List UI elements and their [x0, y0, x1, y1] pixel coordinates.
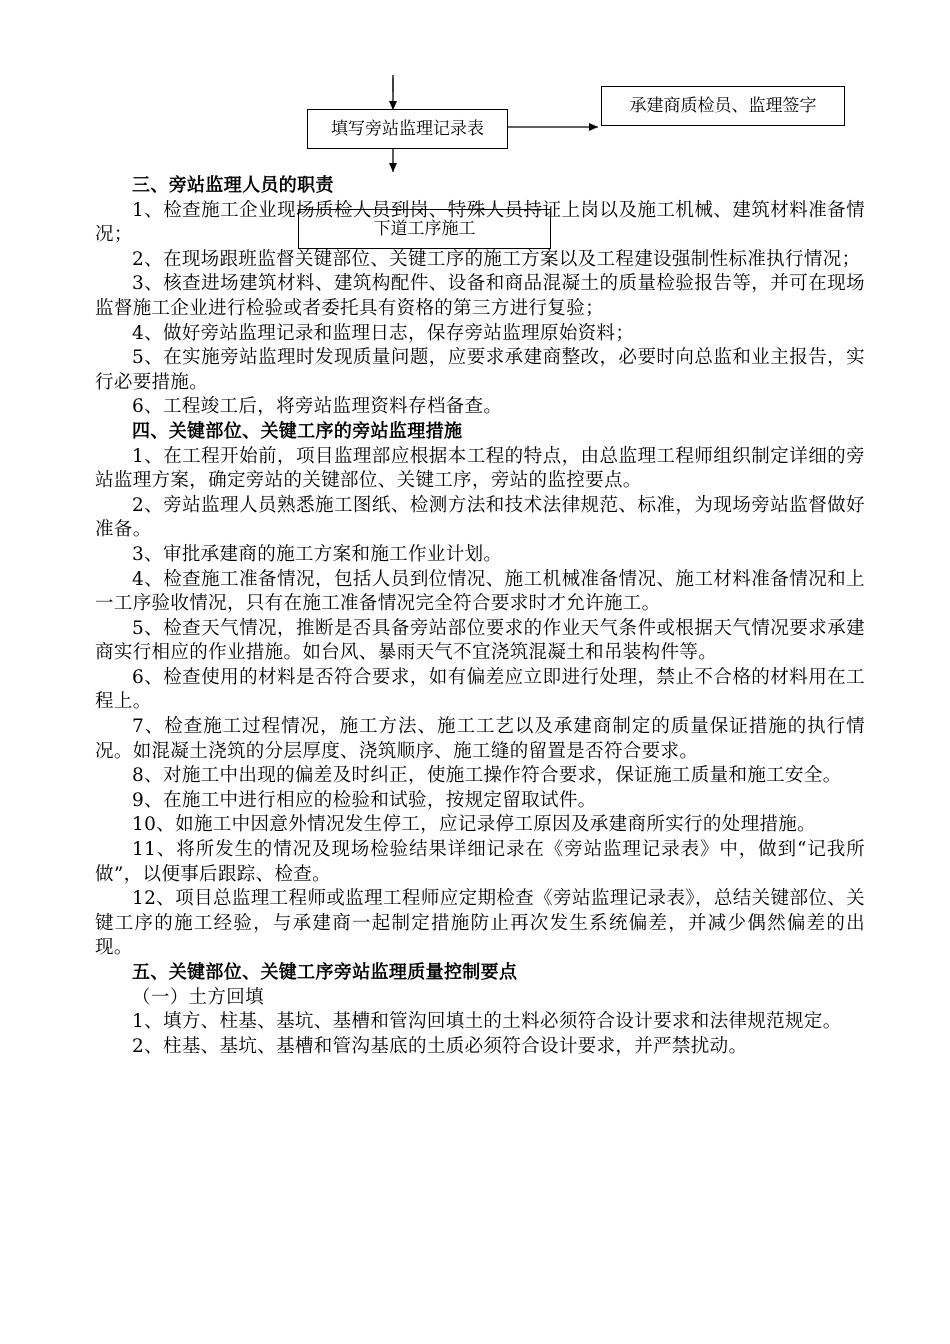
flow-box-sign [601, 86, 845, 126]
flow-box-next-step-label: 下道工序施工 [373, 218, 476, 239]
section-heading: 五、关键部位、关键工序旁站监理质量控制要点 [132, 962, 518, 983]
paragraph: 10、如施工中因意外情况发生停工，应记录停工原因及承建商所实行的处理措施。 [132, 814, 816, 836]
paragraph: 2、在现场跟班监督关键部位、关键工序的施工方案以及工程建设强制性标准执行情况； [132, 248, 861, 270]
document-body [95, 174, 865, 1059]
paragraph: 8、对施工中出现的偏差及时纠正，使施工操作符合要求，保证施工质量和施工安全。 [132, 765, 842, 787]
paragraph: 1、检查施工企业现场质检人员到岗、特殊人员持证上岗以及施工机械、建筑材料准备情况； [95, 199, 865, 246]
paragraph: 6、检查使用的材料是否符合要求，如有偏差应立即进行处理，禁止不合格的材料用在工程上。 [95, 666, 865, 713]
paragraph: 2、柱基、基坑、基槽和管沟基底的土质必须符合设计要求，并严禁扰动。 [132, 1035, 748, 1057]
paragraph: 4、检查施工准备情况，包括人员到位情况、施工机械准备情况、施工材料准备情况和上一工序验收情况，只有在施工准备情况完全符合要求时才允许施工。 [95, 568, 865, 615]
flow-box-sign-label: 承建商质检员、监理签字 [629, 95, 817, 116]
paragraph: 1、在工程开始前，项目监理部应根据本工程的特点，由总监理工程师组织制定详细的旁站监理方案，确定旁站的关键部位、关键工序，旁站的监控要点。 [95, 445, 865, 492]
paragraph: 5、检查天气情况，推断是否具备旁站部位要求的作业天气条件或根据天气情况要求承建商实行相应的作业措施。如台风、暴雨天气不宜浇筑混凝土和吊装构件等。 [95, 617, 865, 664]
flow-box-next-step [298, 209, 551, 249]
section-heading: 四、关键部位、关键工序的旁站监理措施 [132, 420, 463, 442]
flow-box-record-form [307, 109, 508, 149]
paragraph: 12、项目总监理工程师或监理工程师应定期检查《旁站监理记录表》，总结关键部位、关键工序的施工经验，与承建商一起制定措施防止再次发生系统偏差，并减少偶然偏差的出现。 [95, 888, 865, 959]
paragraph: 9、在施工中进行相应的检验和试验，按规定留取试件。 [132, 789, 597, 811]
subsection-heading: （一）土方回填 [132, 986, 264, 1008]
section-heading: 三、旁站监理人员的职责 [132, 175, 334, 196]
paragraph: 3、核查进场建筑材料、建筑构配件、设备和商品混凝土的质量检验报告等，并可在现场监督施工企业进行检验或者委托具有资格的第三方进行复验； [95, 273, 865, 319]
paragraph: 1、填方、柱基、基坑、基槽和管沟回填土的土料必须符合设计要求和法律规范规定。 [132, 1011, 842, 1033]
paragraph: 6、工程竣工后，将旁站监理资料存档备查。 [132, 396, 503, 418]
paragraph: 5、在实施旁站监理时发现质量问题，应要求承建商整改，必要时向总监和业主报告，实行必要措施。 [95, 347, 865, 393]
flow-box-record-form-label: 填写旁站监理记录表 [331, 118, 484, 139]
paragraph: 7、检查施工过程情况，施工方法、施工工艺以及承建商制定的质量保证措施的执行情况。如混凝土浇筑的分层厚度、浇筑顺序、施工缝的留置是否符合要求。 [95, 716, 865, 762]
paragraph: 2、旁站监理人员熟悉施工图纸、检测方法和技术法律规范、标准，为现场旁站监督做好准备。 [95, 494, 865, 541]
paragraph: 11、将所发生的情况及现场检验结果详细记录在《旁站监理记录表》中，做到“记我所做”，以便事后跟踪、检查。 [95, 839, 865, 885]
paragraph: 3、审批承建商的施工方案和施工作业计划。 [132, 543, 503, 565]
paragraph: 4、做好旁站监理记录和监理日志，保存旁站监理原始资料； [132, 322, 635, 344]
